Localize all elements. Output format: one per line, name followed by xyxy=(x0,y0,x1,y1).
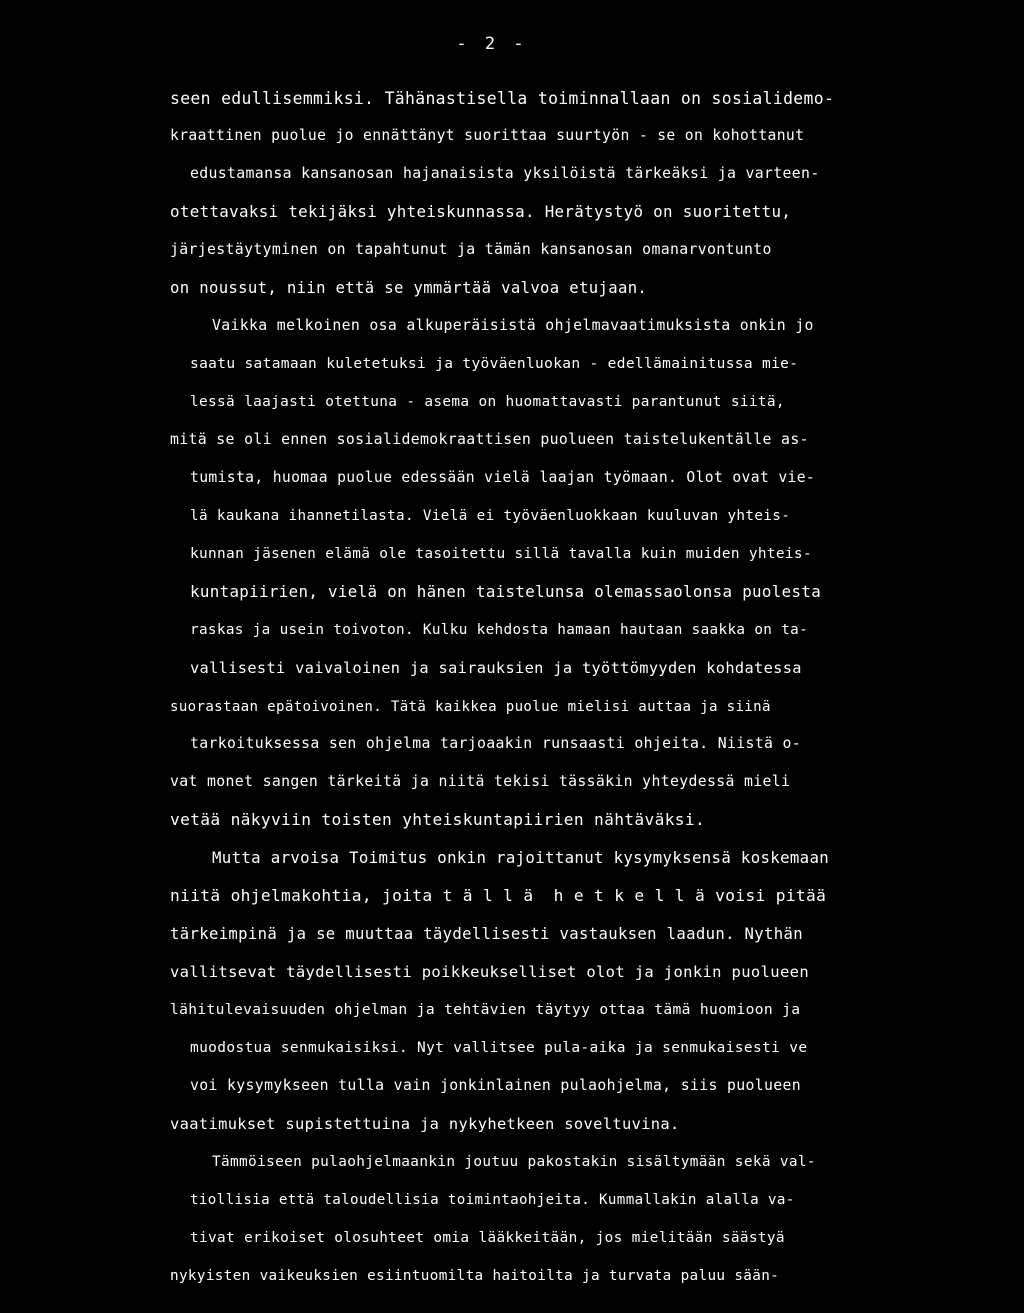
text-line: tarkoituksessa sen ohjelma tarjoaakin runsaasti ohjeita. Niistä o- xyxy=(190,735,802,752)
text-line: Vaikka melkoinen osa alkuperäisistä ohjelmavaatimuksista onkin jo xyxy=(212,317,814,334)
text-line: tumista, huomaa puolue edessään vielä laajan työmaan. Olot ovat vie- xyxy=(190,469,816,486)
text-line: vetää näkyviin toisten yhteiskuntapiirien nähtäväksi. xyxy=(170,810,706,829)
text-line: tärkeimpinä ja se muuttaa täydellisesti vastauksen laadun. Nythän xyxy=(170,925,803,943)
text-line: muodostua senmukaisiksi. Nyt vallitsee pula-aika ja senmukaisesti ve xyxy=(190,1040,808,1056)
text-line: seen edullisemmiksi. Tähänastisella toiminnallaan on sosialidemo- xyxy=(170,89,835,108)
text-line: saatu satamaan kuletetuksi ja työväenluokan - edellämainitussa mie- xyxy=(190,356,799,372)
text-line: järjestäytyminen on tapahtunut ja tämän kansanosan omanarvontunto xyxy=(170,241,772,258)
text-line: lähitulevaisuuden ohjelman ja tehtävien täytyy ottaa tämä huomioon ja xyxy=(170,1001,801,1018)
text-line: kunnan jäsenen elämä ole tasoitettu sillä tavalla kuin muiden yhteis- xyxy=(190,546,812,562)
text-line: kuntapiirien, vielä on hänen taistelunsa olemassaolonsa puolesta xyxy=(190,582,822,601)
text-line: Mutta arvoisa Toimitus onkin rajoittanut kysymyksensä koskemaan xyxy=(212,848,830,867)
text-line: mitä se oli ennen sosialidemokraattisen puolueen taistelukentälle as- xyxy=(170,431,809,448)
text-line: vallitsevat täydellisesti poikkeukselliset olot ja jonkin puolueen xyxy=(170,963,809,981)
text-line: vaatimukset supistettuina ja nykyhetkeen soveltuvina. xyxy=(170,1115,680,1133)
text-line: on noussut, niin että se ymmärtää valvoa etujaan. xyxy=(170,279,648,297)
text-line: edustamansa kansanosan hajanaisista yksilöistä tärkeäksi ja varteen- xyxy=(190,165,820,182)
text-line: Tämmöiseen pulaohjelmaankin joutuu pakostakin sisältymään sekä val- xyxy=(212,1154,816,1170)
text-line: lessä laajasti otettuna - asema on huomattavasti parantunut siitä, xyxy=(190,394,785,410)
text-line: tivat erikoiset olosuhteet omia lääkkeitään, jos mielitään säästyä xyxy=(190,1230,785,1246)
text-line: vallisesti vaivaloinen ja sairauksien ja työttömyyden kohdatessa xyxy=(190,659,802,677)
text-line: vat monet sangen tärkeitä ja niitä tekisi tässäkin yhteydessä mieli xyxy=(170,773,791,790)
text-line: kraattinen puolue jo ennättänyt suorittaa suurtyön - se on kohottanut xyxy=(170,127,805,144)
text-line: raskas ja usein toivoton. Kulku kehdosta hamaan hautaan saakka on ta- xyxy=(190,622,809,638)
text-line: otettavaksi tekijäksi yhteiskunnassa. Herätystyö on suoritettu, xyxy=(170,202,792,221)
text-line: voi kysymykseen tulla vain jonkinlainen pulaohjelma, siis puolueen xyxy=(190,1077,802,1094)
text-line: lä kaukana ihannetilasta. Vielä ei työväenluokkaan kuuluvan yhteis- xyxy=(190,508,791,524)
text-line: suorastaan epätoivoinen. Tätä kaikkea puolue mielisi auttaa ja siinä xyxy=(170,699,771,715)
text-line: tiollisia että taloudellisia toimintaohjeita. Kummallakin alalla va- xyxy=(190,1192,795,1208)
page-number: - 2 - xyxy=(456,34,528,54)
text-line: nykyisten vaikeuksien esiintuomilta haitoilta ja turvata paluu sään- xyxy=(170,1268,780,1284)
text-line: niitä ohjelmakohtia, joita t ä l l ä h e t k e l l ä voisi pitää xyxy=(170,886,827,905)
